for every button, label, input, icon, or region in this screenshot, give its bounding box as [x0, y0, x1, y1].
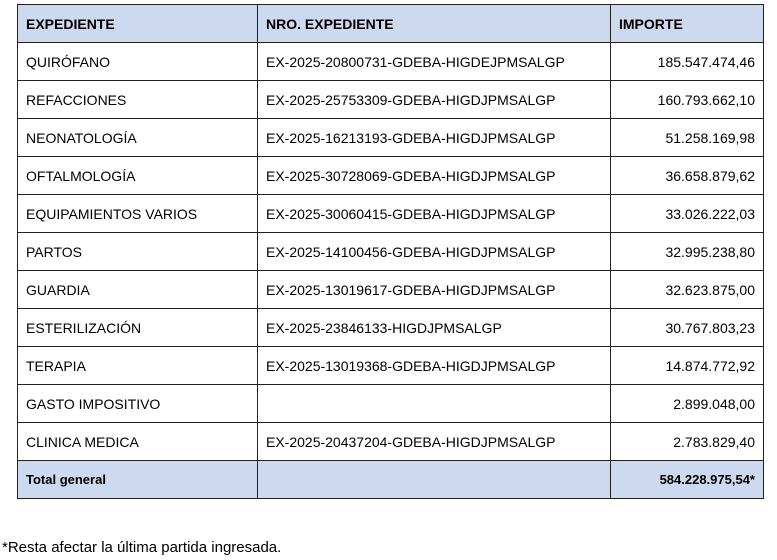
cell-importe: 185.547.474,46: [611, 43, 764, 81]
table-row: [18, 43, 764, 81]
header-nro-expediente: NRO. EXPEDIENTE: [258, 5, 611, 43]
cell-importe: 32.623.875,00: [611, 271, 764, 309]
cell-nro-expediente: EX-2025-30060415-GDEBA-HIGDJPMSALGP: [258, 195, 611, 233]
cell-nro-expediente: EX-2025-25753309-GDEBA-HIGDJPMSALGP: [258, 81, 611, 119]
cell-expediente: GASTO IMPOSITIVO: [18, 385, 258, 423]
table-row: [18, 271, 764, 309]
table-body: [18, 43, 764, 461]
header-expediente: EXPEDIENTE: [18, 5, 258, 43]
total-nro: [258, 461, 611, 499]
table-row: [18, 119, 764, 157]
cell-nro-expediente: EX-2025-30728069-GDEBA-HIGDJPMSALGP: [258, 157, 611, 195]
cell-expediente: TERAPIA: [18, 347, 258, 385]
table-row: [18, 347, 764, 385]
cell-expediente: QUIRÓFANO: [18, 43, 258, 81]
table-row: [18, 385, 764, 423]
table-row: [18, 423, 764, 461]
cell-importe: 32.995.238,80: [611, 233, 764, 271]
total-label: Total general: [18, 461, 258, 499]
cell-nro-expediente: EX-2025-23846133-HIGDJPMSALGP: [258, 309, 611, 347]
table-row: [18, 157, 764, 195]
total-importe: 584.228.975,54*: [611, 461, 764, 499]
cell-expediente: PARTOS: [18, 233, 258, 271]
cell-importe: 33.026.222,03: [611, 195, 764, 233]
cell-nro-expediente: EX-2025-14100456-GDEBA-HIGDJPMSALGP: [258, 233, 611, 271]
cell-nro-expediente: [258, 385, 611, 423]
table-row: [18, 81, 764, 119]
cell-importe: 36.658.879,62: [611, 157, 764, 195]
table-header-row: [18, 5, 764, 43]
cell-expediente: REFACCIONES: [18, 81, 258, 119]
table-row: [18, 233, 764, 271]
cell-importe: 2.783.829,40: [611, 423, 764, 461]
cell-importe: 30.767.803,23: [611, 309, 764, 347]
footnote: *Resta afectar la última partida ingresada.: [2, 539, 282, 556]
table-row: [18, 195, 764, 233]
cell-expediente: OFTALMOLOGÍA: [18, 157, 258, 195]
cell-expediente: EQUIPAMIENTOS VARIOS: [18, 195, 258, 233]
cell-nro-expediente: EX-2025-20437204-GDEBA-HIGDJPMSALGP: [258, 423, 611, 461]
cell-expediente: ESTERILIZACIÓN: [18, 309, 258, 347]
cell-nro-expediente: EX-2025-13019368-GDEBA-HIGDJPMSALGP: [258, 347, 611, 385]
cell-expediente: NEONATOLOGÍA: [18, 119, 258, 157]
cell-expediente: CLINICA MEDICA: [18, 423, 258, 461]
cell-nro-expediente: EX-2025-16213193-GDEBA-HIGDJPMSALGP: [258, 119, 611, 157]
cell-nro-expediente: EX-2025-13019617-GDEBA-HIGDJPMSALGP: [258, 271, 611, 309]
cell-importe: 14.874.772,92: [611, 347, 764, 385]
header-importe: IMPORTE: [611, 5, 764, 43]
expedientes-table: [17, 4, 764, 499]
cell-importe: 51.258.169,98: [611, 119, 764, 157]
table-row: [18, 309, 764, 347]
total-row: [18, 461, 764, 499]
cell-nro-expediente: EX-2025-20800731-GDEBA-HIGDEJPMSALGP: [258, 43, 611, 81]
cell-importe: 160.793.662,10: [611, 81, 764, 119]
cell-expediente: GUARDIA: [18, 271, 258, 309]
cell-importe: 2.899.048,00: [611, 385, 764, 423]
